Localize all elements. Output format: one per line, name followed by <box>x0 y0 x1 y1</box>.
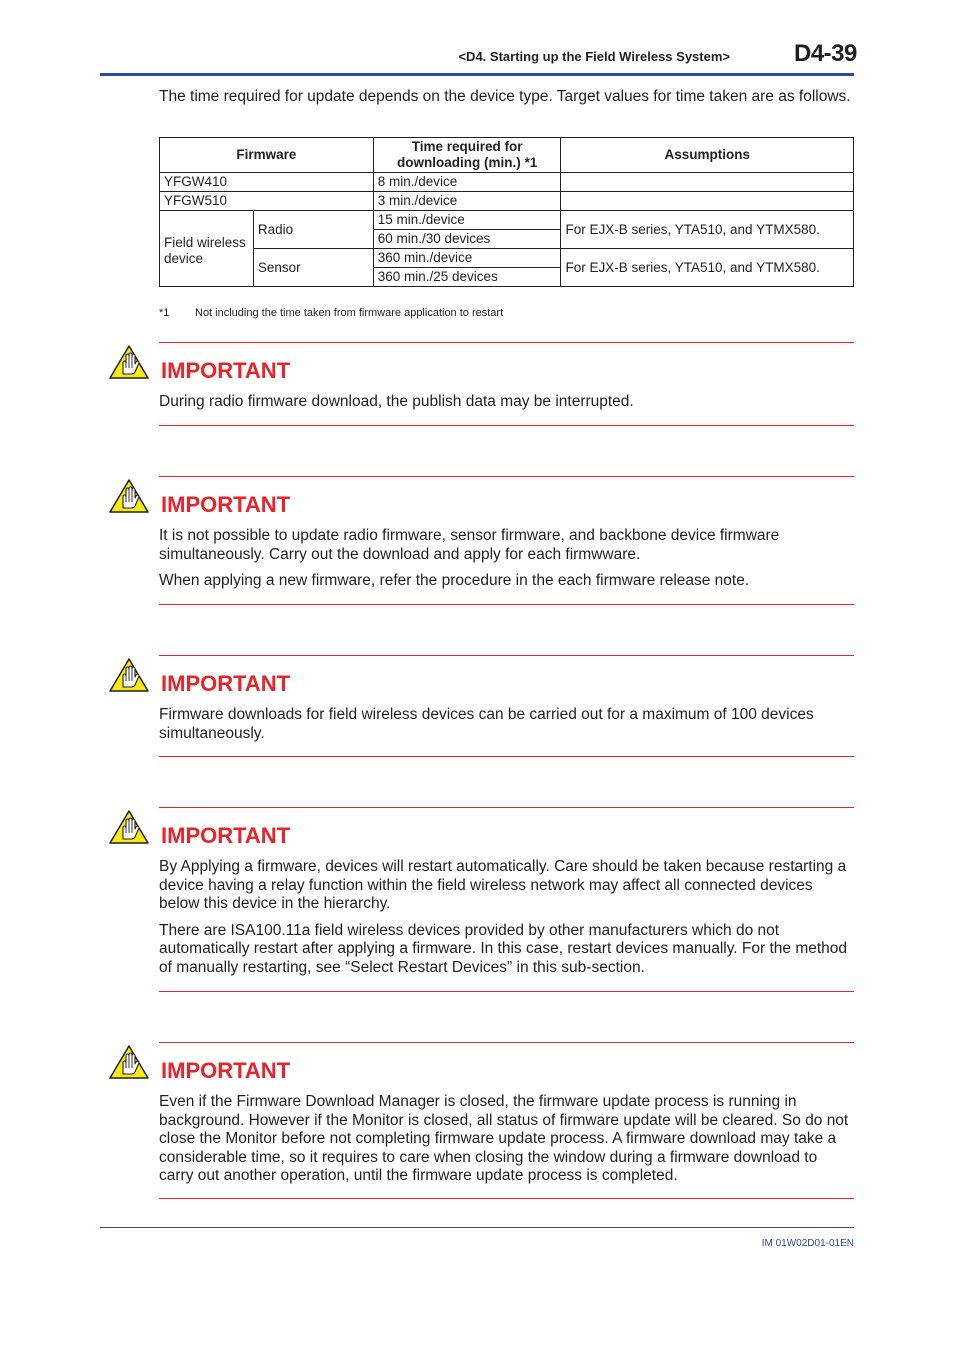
important-block <box>159 342 854 426</box>
cell-time: 3 min./device <box>373 192 561 211</box>
warning-hand-icon <box>109 479 149 513</box>
table-header-row <box>160 138 854 173</box>
cell-sensor: Sensor <box>253 249 373 287</box>
important-paragraph: When applying a new firmware, refer the procedure in the each firmware release note. <box>159 572 750 589</box>
important-block <box>159 1042 854 1199</box>
warning-hand-icon <box>109 345 149 379</box>
warning-hand-icon <box>109 810 149 844</box>
footnote <box>159 307 503 319</box>
cell-assumptions <box>561 192 854 211</box>
table-row <box>160 211 854 230</box>
cell-assumptions <box>561 173 854 192</box>
intro-text: The time required for update depends on the device type. Target values for time taken are as follows. <box>159 88 851 105</box>
cell-time: 8 min./device <box>373 173 561 192</box>
important-block <box>159 807 854 992</box>
header-time: Time required for downloading (min.) *1 <box>373 138 561 173</box>
important-heading: IMPORTANT <box>161 1058 291 1083</box>
table-row <box>160 192 854 211</box>
header-firmware: Firmware <box>160 138 374 173</box>
cell-assumptions: For EJX-B series, YTA510, and YTMX580. <box>561 249 854 287</box>
document-id: IM 01W02D01-01EN <box>761 1238 854 1249</box>
important-text <box>159 858 854 985</box>
footnote-text: Not including the time taken from firmware application to restart <box>195 307 504 319</box>
cell-time: 15 min./device <box>373 211 561 230</box>
cell-time: 360 min./device <box>373 249 561 268</box>
important-heading: IMPORTANT <box>161 823 291 848</box>
footnote-mark: *1 <box>159 307 170 319</box>
important-paragraph: Firmware downloads for field wireless devices can be carried out for a maximum of 100 devices simultaneously. <box>159 706 814 742</box>
important-text <box>159 393 854 420</box>
warning-hand-icon <box>109 658 149 692</box>
important-block <box>159 655 854 757</box>
important-paragraph: There are ISA100.11a field wireless devices provided by other manufacturers which do not automatically restart after applying a firmware. In this case, restart devices manually. For the method of manually restarting, see “Select Restart Devices” in this sub-section. <box>159 921 848 976</box>
warning-hand-icon <box>109 1045 149 1079</box>
page-number: D4-39 <box>794 40 857 67</box>
cell-time: 360 min./25 devices <box>373 268 561 287</box>
important-paragraph: Even if the Firmware Download Manager is closed, the firmware update process is running in background. However if the Monitor is closed, all status of firmware update will be cleared. So do not close the Monitor before not completing firmware update process. A firmware download may take a considerable time, so it requires to care when closing the window during a firmware download to carry out another operation, until the firmware update process is completed. <box>159 1093 849 1184</box>
cell-field-device: Field wireless device <box>160 211 254 287</box>
important-heading: IMPORTANT <box>161 358 291 383</box>
important-block <box>159 476 854 605</box>
header-rule <box>100 73 854 76</box>
important-text <box>159 527 854 599</box>
important-text <box>159 706 854 751</box>
table-row <box>160 249 854 268</box>
header-title: <D4. Starting up the Field Wireless System> <box>458 49 730 64</box>
important-text <box>159 1093 854 1194</box>
cell-radio: Radio <box>253 211 373 249</box>
cell-time: 60 min./30 devices <box>373 230 561 249</box>
cell-firmware: YFGW510 <box>160 192 374 211</box>
cell-firmware: YFGW410 <box>160 173 374 192</box>
table-row <box>160 173 854 192</box>
important-paragraph: During radio firmware download, the publish data may be interrupted. <box>159 393 634 410</box>
important-heading: IMPORTANT <box>161 671 291 696</box>
important-paragraph: It is not possible to update radio firmware, sensor firmware, and backbone device firmware simultaneously. Carry out the download and apply for each firmwware. <box>159 527 780 563</box>
header-assumptions: Assumptions <box>561 138 854 173</box>
important-heading: IMPORTANT <box>161 492 291 517</box>
firmware-time-table <box>159 137 854 287</box>
footer-rule <box>100 1227 854 1228</box>
cell-assumptions: For EJX-B series, YTA510, and YTMX580. <box>561 211 854 249</box>
important-paragraph: By Applying a firmware, devices will restart automatically. Care should be taken because restarting a device having a relay function within the field wireless network may affect all connected devices below this device in the hierarchy. <box>159 858 847 912</box>
